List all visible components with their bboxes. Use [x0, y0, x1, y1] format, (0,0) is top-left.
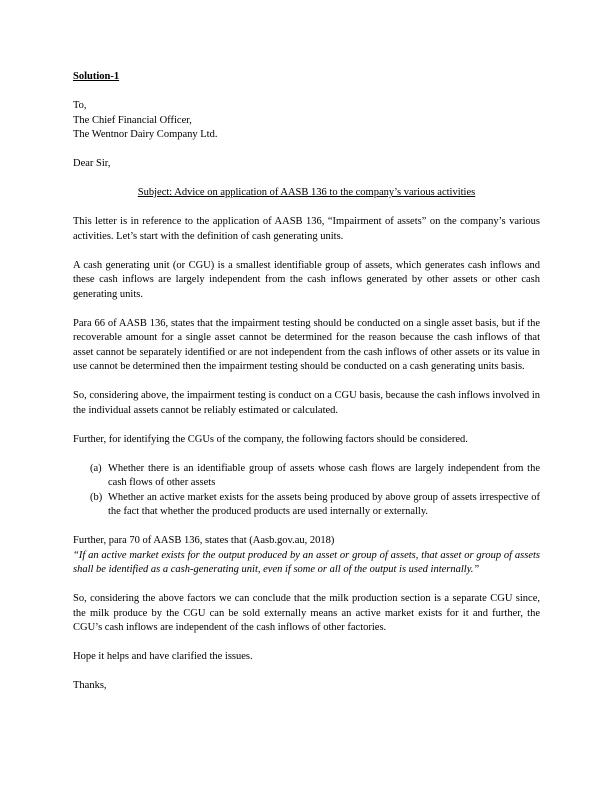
- paragraph-para-66: Para 66 of AASB 136, states that the impairment testing should be conducted on a single asset basis, but if the recoverable amount for a single asset cannot be determined for the reason because the cash inflows of that asset cannot be separately identified or are not independent from the cash inflows of other assets or its value in use cannot be determined then the impairment testing should be conducted on a cash generating units basis.: [73, 317, 540, 372]
- paragraph-closing: Hope it helps and have clarified the issues.: [73, 651, 253, 662]
- list-item: [73, 462, 540, 491]
- standard-quote: “If an active market exists for the output produced by an asset or group of assets, that asset or group of assets shall be identified as a cash-generating unit, even if some or all of the output is used internally.”: [73, 549, 540, 575]
- paragraph-cgu-basis: So, considering above, the impairment testing is conduct on a CGU basis, because the cash inflows involved in the individual assets cannot be reliably estimated or calculated.: [73, 390, 540, 416]
- address-line-company: The Wentnor Dairy Company Ltd.: [73, 129, 218, 140]
- list-item-marker: (a): [90, 462, 102, 474]
- list-item-marker: (b): [90, 491, 103, 503]
- subject-text: Subject: Advice on application of AASB 136 to the company’s various activities: [137, 187, 476, 198]
- signoff: Thanks,: [73, 680, 107, 691]
- list-item-text: Whether there is an identifiable group of assets whose cash flows are largely independent from the cash flows of other assets: [108, 462, 540, 488]
- paragraph-factors-intro: Further, for identifying the CGUs of the company, the following factors should be considered.: [73, 433, 468, 445]
- salutation: Dear Sir,: [73, 158, 111, 169]
- list-item: [73, 491, 540, 520]
- solution-heading: Solution-1: [73, 71, 120, 82]
- address-line-recipient: The Chief Financial Officer,: [73, 114, 192, 126]
- list-item-text: Whether an active market exists for the assets being produced by above group of assets irrespective of the fact that whether the produced products are used internally or externally.: [108, 491, 540, 517]
- recipient-address: [73, 99, 540, 143]
- address-to: To,: [73, 100, 87, 111]
- paragraph-para-70-intro: Further, para 70 of AASB 136, states that (Aasb.gov.au, 2018): [73, 535, 335, 546]
- subject-line: [73, 186, 540, 201]
- paragraph-intro: This letter is in reference to the application of AASB 136, “Impairment of assets” on the company’s various activities. Let’s start with the definition of cash generating units.: [73, 216, 540, 242]
- paragraph-conclusion: So, considering the above factors we can conclude that the milk production section is a separate CGU since, the milk produce by the CGU can be sold externally means an active market exists for it and further, the CGU’s cash inflows are independent of the cash inflows of other factories.: [73, 593, 540, 633]
- letter-document: [73, 70, 540, 708]
- paragraph-cgu-definition: A cash generating unit (or CGU) is a smallest identifiable group of assets, which generates cash inflows and these cash inflows are largely independent from the cash inflows generated by other assets or other cash generating units.: [73, 259, 540, 300]
- factors-list: [73, 462, 540, 520]
